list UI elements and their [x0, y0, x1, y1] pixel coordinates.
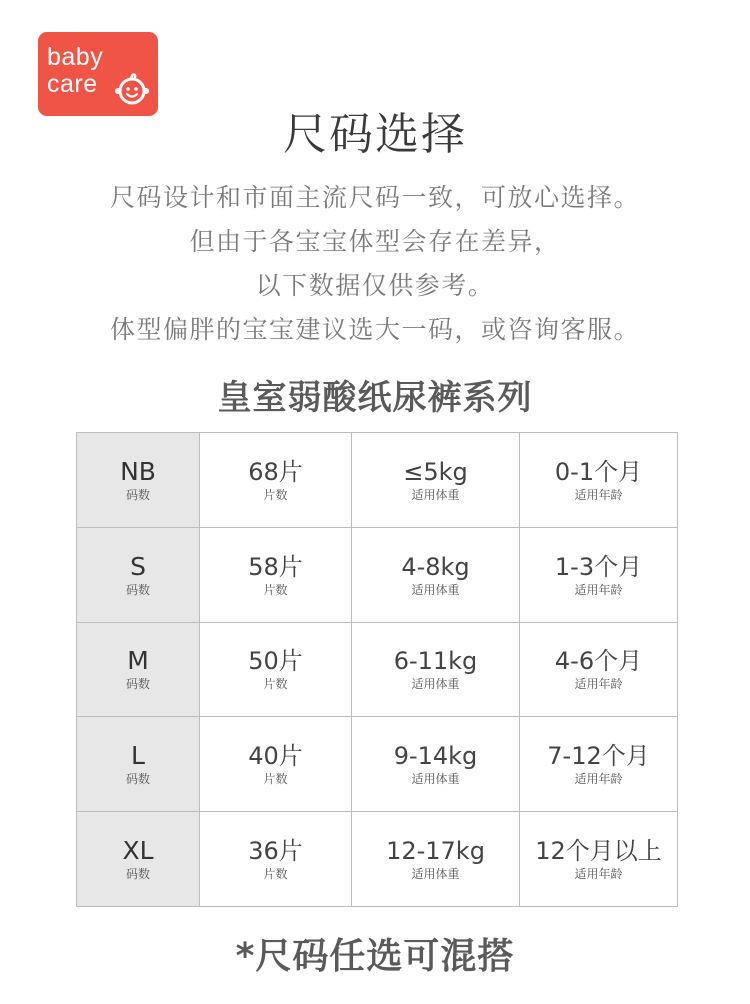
- count-cell: [200, 527, 352, 622]
- table-row: [77, 527, 678, 622]
- age-cell-label: 适用年龄: [574, 867, 623, 882]
- count-cell: [200, 717, 352, 812]
- count-cell-label: 片数: [263, 487, 288, 502]
- size-table: [76, 432, 678, 907]
- count-cell: [200, 622, 352, 717]
- age-cell-value: 12个月以上: [535, 837, 662, 866]
- size-cell-label: 码数: [125, 677, 150, 692]
- count-cell-value: 36片: [248, 837, 303, 866]
- footer-note: *尺码任选可混搭: [235, 936, 515, 977]
- age-cell-value: 0-1个月: [554, 457, 643, 486]
- count-cell-value: 50片: [248, 647, 303, 676]
- weight-cell-value: ≤5kg: [403, 457, 468, 486]
- weight-cell-label: 适用体重: [411, 487, 460, 502]
- weight-cell-label: 适用体重: [411, 772, 460, 787]
- count-cell-label: 片数: [263, 582, 288, 597]
- weight-cell-label: 适用体重: [411, 867, 460, 882]
- page-title: 尺码选择: [283, 109, 467, 160]
- weight-cell: [352, 433, 520, 528]
- size-cell-value: M: [127, 646, 149, 676]
- age-cell-label: 适用年龄: [574, 677, 623, 692]
- count-cell-value: 68片: [248, 457, 303, 486]
- weight-cell: [352, 812, 520, 907]
- intro-line: 尺码设计和市面主流尺码一致，可放心选择。: [109, 183, 640, 212]
- weight-cell-value: 6-11kg: [393, 647, 478, 676]
- age-cell-label: 适用年龄: [574, 582, 623, 597]
- weight-cell-label: 适用体重: [411, 582, 460, 597]
- count-cell-label: 片数: [263, 772, 288, 787]
- size-cell: [77, 527, 200, 622]
- intro-line: 体型偏胖的宝宝建议选大一码，或咨询客服。: [109, 315, 640, 344]
- series-title: 皇室弱酸纸尿裤系列: [217, 378, 533, 418]
- size-cell-label: 码数: [125, 867, 150, 882]
- weight-cell: [352, 622, 520, 717]
- size-cell-label: 码数: [125, 772, 150, 787]
- weight-cell-value: 9-14kg: [393, 742, 478, 771]
- size-cell-value: XL: [122, 836, 154, 866]
- size-cell-value: L: [131, 741, 145, 771]
- count-cell-value: 58片: [248, 552, 303, 581]
- count-cell-value: 40片: [248, 742, 303, 771]
- size-cell-label: 码数: [125, 582, 150, 597]
- count-cell-label: 片数: [263, 677, 288, 692]
- table-row: [77, 622, 678, 717]
- age-cell-label: 适用年龄: [574, 487, 623, 502]
- size-cell: [77, 433, 200, 528]
- logo-word-baby: baby: [47, 43, 104, 71]
- weight-cell-label: 适用体重: [411, 677, 460, 692]
- intro-line: 但由于各宝宝体型会存在差异，: [189, 227, 561, 256]
- size-cell-value: S: [130, 551, 146, 581]
- table-row: [77, 433, 678, 528]
- age-cell-value: 7-12个月: [547, 742, 650, 771]
- age-cell: [520, 622, 678, 717]
- table-row: [77, 812, 678, 907]
- weight-cell-value: 4-8kg: [401, 552, 470, 581]
- count-cell: [200, 433, 352, 528]
- weight-cell-value: 12-17kg: [386, 837, 485, 866]
- age-cell: [520, 812, 678, 907]
- size-cell: [77, 717, 200, 812]
- age-cell: [520, 717, 678, 812]
- age-cell-value: 1-3个月: [554, 552, 643, 581]
- count-cell: [200, 812, 352, 907]
- age-cell-value: 4-6个月: [554, 647, 643, 676]
- weight-cell: [352, 527, 520, 622]
- weight-cell: [352, 717, 520, 812]
- age-cell-label: 适用年龄: [574, 772, 623, 787]
- count-cell-label: 片数: [263, 867, 288, 882]
- age-cell: [520, 433, 678, 528]
- size-cell-value: NB: [120, 456, 156, 486]
- intro-text: [0, 176, 750, 352]
- size-cell: [77, 812, 200, 907]
- size-cell-label: 码数: [125, 487, 150, 502]
- table-row: [77, 717, 678, 812]
- size-cell: [77, 622, 200, 717]
- age-cell: [520, 527, 678, 622]
- logo-word-care: care: [47, 70, 98, 98]
- intro-line: 以下数据仅供参考。: [255, 271, 495, 300]
